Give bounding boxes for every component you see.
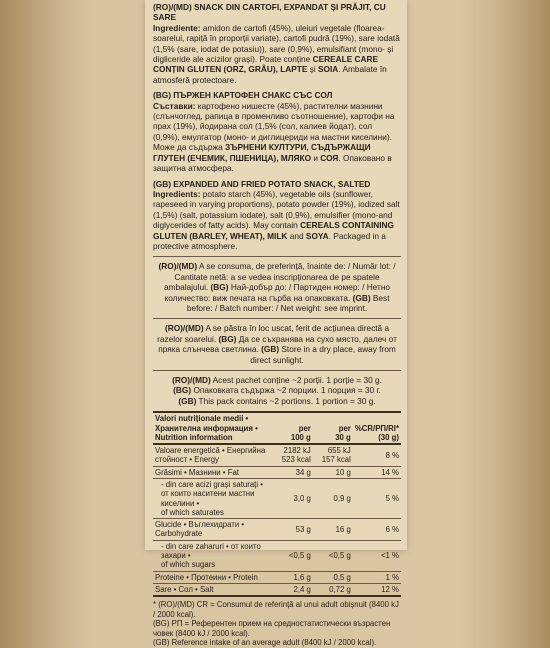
ingredients-bg-mid: и: [311, 152, 321, 163]
best-before-bg-label: (BG): [210, 282, 229, 293]
nutrient-name: Proteine • Протеини • Protein: [153, 571, 273, 583]
value-per-100g: 34 g: [273, 466, 313, 478]
storage-bg-text: Да се съхранява на сухо място, далеч от пряка слънчева светлина.: [158, 333, 397, 355]
value-per-100g-kcal: 523 kcal: [281, 455, 311, 465]
value-per-30g-kcal: 157 kcal: [321, 455, 351, 465]
ingredients-bg-title: (BG) ПЪРЖЕН КАРТОФЕН СНАКС СЪС СОЛ: [153, 90, 333, 101]
ingredients-gb-allergens-2: SOYA: [305, 230, 329, 241]
nutrient-name: [153, 479, 273, 519]
ingredients-ro-allergens: CEREALE CARE CONȚIN GLUTEN (ORZ, GRÂU), LAPTE: [153, 54, 379, 75]
value-reference-intake: 14 %: [353, 466, 401, 478]
nutrition-row-fat: [153, 466, 401, 478]
ingredients-ro-text: amidon de cartofi (45%), uleiuri vegetale (floarea-soarelui, rapiță în proporții variate), cartofi pudră (19%), sare iodată (1,5% (sare, iodat de potasiu)), sare (0,9%), emulsifiant (mono- și digliceride ale acizilor grași). Poate conține: [153, 22, 400, 65]
portion-gb-text: This pack contains ~2 portions. 1 portion = 30 g.: [196, 395, 376, 406]
storage-ro-text: A se păstra în loc uscat, ferit de acțiunea directă a razelor soarelui.: [157, 323, 390, 344]
ingredients-ro: [153, 2, 401, 85]
nutrient-name-line-1: - din care zaharuri • от които захари •: [161, 541, 261, 561]
ingredients-gb-label: Ingredients:: [153, 188, 201, 199]
ingredients-gb-title: (GB) EXPANDED AND FRIED POTATO SNACK, SALTED: [153, 178, 371, 189]
nutrition-row-sugars: [153, 540, 401, 571]
nutrient-name: [153, 444, 273, 466]
ingredients-bg: [153, 90, 401, 173]
portion-gb: [153, 396, 401, 406]
nutrient-name: [153, 519, 273, 541]
value-per-100g: <0,5 g: [273, 540, 313, 571]
portion-bg: [153, 385, 401, 395]
nutrition-title: [153, 412, 273, 444]
value-reference-intake: 12 %: [353, 583, 401, 596]
nutrient-name-line-2: от които наситени мастни киселини •: [161, 489, 255, 508]
ingredients-ro-tail: . Ambalate în atmosferă protectoare.: [153, 64, 387, 85]
best-before-gb-text: Best before: / Batch number: / Net weight: see imprint.: [186, 292, 390, 313]
storage-info: [153, 323, 401, 365]
value-per-30g: <0,5 g: [313, 540, 353, 571]
divider: [153, 318, 401, 319]
best-before-bg-text: Най-добър до: / Партиден номер: / Нетно количество: виж печата на гърба на опаковката.: [164, 282, 391, 303]
reference-intake-footnote: [153, 600, 401, 648]
nutrient-name-line-2: of which sugars: [161, 560, 216, 570]
ingredients-ro-allergens-2: SOIA: [318, 64, 339, 75]
footnote-gb: (GB) Reference intake of an average adult (8400 kJ / 2000 kcal).: [153, 638, 377, 648]
nutrient-name-line-1: Glucide • Въглехидрати •: [155, 520, 245, 530]
portion-info: [153, 375, 401, 406]
value-per-30g-kj: 655 kJ: [327, 446, 351, 456]
value-per-30g: 0,9 g: [313, 479, 353, 519]
best-before-ro-label: (RO)/(MD): [158, 261, 198, 272]
column-reference-intake-bottom: (30 g): [378, 432, 399, 442]
nutrient-name-line-3: of which saturates: [161, 507, 224, 517]
ingredients-section: [153, 2, 401, 251]
portion-bg-text: Опаковката съдържа ~2 порции. 1 порция = 30 г.: [191, 385, 381, 396]
nutrition-header-row: [153, 412, 401, 444]
nutrition-title-gb: Nutrition information: [155, 432, 233, 442]
nutrition-table-bottom-rule: [153, 596, 401, 597]
nutrient-name-line-1: - din care acizi grași saturați •: [161, 480, 263, 489]
ingredients-bg-allergens-2: СОЯ: [320, 152, 339, 163]
nutrition-row-carbohydrate: [153, 519, 401, 541]
footnote-ro: * (RO)/(MD) CR = Consumul de referință al unui adult obișnuit (8400 kJ / 2000 kcal).: [153, 600, 399, 619]
storage-gb-text: Store in a dry place, away from direct sunlight.: [250, 344, 396, 365]
ingredients-ro-title: (RO)/(MD) SNACK DIN CARTOFI, EXPANDAT ȘI PRĂJIT, CU SARE: [153, 2, 386, 23]
value-per-30g: 16 g: [313, 519, 353, 541]
value-per-100g: [273, 444, 313, 466]
footnote-bg: (BG) РП = Референтен прием на средностатистически възрастен човек (8400 kJ / 2000 kcal).: [153, 619, 391, 638]
ingredients-bg-tail: . Опаковано в защитна атмосфера.: [153, 152, 392, 174]
value-per-30g: 0,5 g: [313, 571, 353, 583]
value-per-100g-kj: 2182 kJ: [283, 446, 311, 456]
portion-gb-label: (GB): [178, 395, 197, 406]
value-per-100g: 1,6 g: [273, 571, 313, 583]
nutrient-name-line-1: Valoare energetică • Енергийна: [155, 446, 266, 456]
ingredients-gb-tail: . Packaged in a protective atmosphere.: [153, 230, 386, 251]
best-before-info: [153, 261, 401, 313]
storage-ro-label: (RO)/(MD): [164, 323, 204, 334]
portion-ro-text: Acest pachet conține ~2 porții. 1 porție = 30 g.: [210, 375, 382, 385]
column-per-100g-top: per: [298, 423, 311, 433]
column-reference-intake: [353, 412, 401, 444]
ingredients-gb-text: potato starch (45%), vegetable oils (sunflower, rapeseed in varying proportions), potato powder (19%), iodized salt (1,5%) (salt, potassium iodate), salt (0,9%), emulsifier (mono-and diglycerides of fatty acids). May contain: [153, 188, 400, 231]
label-panel: [145, 0, 407, 648]
value-per-100g: 2,4 g: [273, 583, 313, 596]
column-per-100g: [273, 412, 313, 444]
value-reference-intake: 8 %: [353, 444, 401, 466]
nutrition-row-saturates: [153, 479, 401, 519]
nutrition-title-bg: Хранителна информация •: [155, 423, 258, 433]
column-per-30g-bottom: 30 g: [335, 432, 351, 442]
ingredients-bg-text: картофено нишесте (45%), растителни мазнини (слънчоглед, рапица в променливо съотношение), картофи на прах (19%), йодирана сол (1,5% (сол, калиев йодат), сол (0,9%), емулгатор (моно- и диглицериди на мастни киселини). Може да съдържа: [153, 100, 395, 153]
column-per-30g: [313, 412, 353, 444]
ingredients-gb: [153, 179, 401, 252]
nutrition-table: [153, 411, 401, 597]
value-per-30g: [313, 444, 353, 466]
ingredients-gb-allergens: CEREALS CONTAINING GLUTEN (BARLEY, WHEAT), MILK: [153, 220, 394, 241]
ingredients-gb-mid: and: [287, 230, 306, 241]
nutrient-name: [153, 540, 273, 571]
value-reference-intake: 1 %: [353, 571, 401, 583]
nutrient-name: Sare • Сол • Salt: [153, 583, 273, 596]
value-per-100g: 3,0 g: [273, 479, 313, 519]
ingredients-ro-label: Ingrediente:: [153, 22, 201, 33]
storage-bg-label: (BG): [218, 333, 237, 344]
storage-gb-label: (GB): [261, 344, 280, 355]
best-before-gb-label: (GB): [352, 292, 371, 303]
value-reference-intake: 6 %: [353, 519, 401, 541]
value-reference-intake: <1 %: [353, 540, 401, 571]
nutrition-row-energy: [153, 444, 401, 466]
divider: [153, 256, 401, 257]
nutrient-name-line-2: Carbohydrate: [155, 529, 203, 539]
value-reference-intake: 5 %: [353, 479, 401, 519]
column-per-30g-top: per: [338, 423, 351, 433]
value-per-30g: 10 g: [313, 466, 353, 478]
ingredients-ro-mid: și: [307, 64, 319, 75]
nutrient-name: Grăsimi • Мазнини • Fat: [153, 466, 273, 478]
ingredients-bg-allergens: ЗЪРНЕНИ КУЛТУРИ, СЪДЪРЖАЩИ ГЛУТЕН (ЕЧЕМИК, ПШЕНИЦА), МЛЯКО: [153, 142, 371, 163]
column-per-100g-bottom: 100 g: [290, 432, 311, 442]
divider: [153, 370, 401, 371]
value-per-30g: 0,72 g: [313, 583, 353, 596]
nutrition-row-protein: [153, 571, 401, 583]
portion-bg-label: (BG): [173, 385, 192, 396]
nutrition-row-salt: [153, 583, 401, 596]
ingredients-bg-label: Съставки:: [153, 100, 196, 111]
nutrient-name-line-2: стойност • Energy: [155, 455, 219, 465]
best-before-ro-text: A se consuma, de preferință, înainte de: / Număr lot: / Cantitate netă: a se vedea inscripționarea de pe spatele ambalajului.: [163, 261, 396, 293]
nutrition-title-ro: Valori nutriționale medii •: [155, 414, 249, 424]
value-per-100g: 53 g: [273, 519, 313, 541]
portion-ro-label: (RO)/(MD): [172, 375, 211, 385]
portion-ro: [153, 375, 401, 385]
column-reference-intake-top: %CR/РП/RI*: [354, 423, 399, 433]
